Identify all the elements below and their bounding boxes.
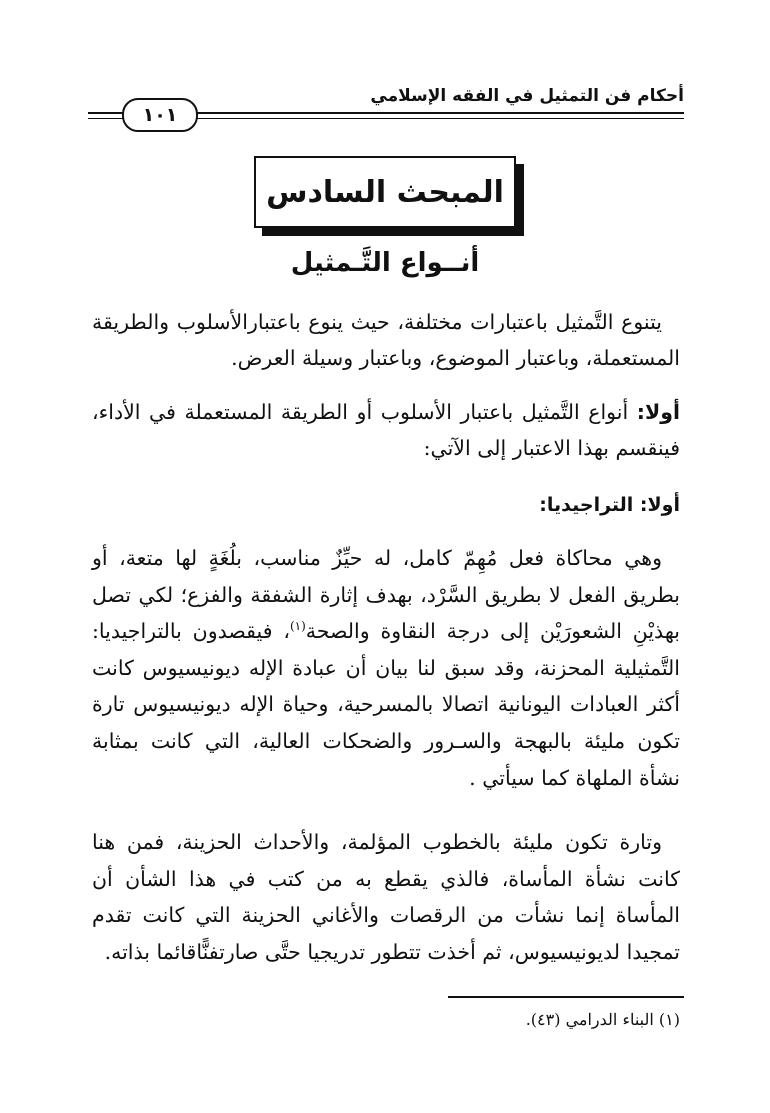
page-number: ١٠١ bbox=[122, 98, 198, 132]
section-heading-box bbox=[254, 156, 516, 228]
section-heading-frame bbox=[254, 156, 516, 228]
intro-text: يتنوع التَّمثيل باعتبارات مختلفة، حيث ينوع باعتبارالأسلوب والطريقة المستعملة، وباعتبار الموضوع، وباعتبار وسيلة العرض. bbox=[92, 310, 680, 370]
tragedy-text-part1: وهي محاكاة فعل مُهِمّ كامل، له حيِّزٌ مناسب، بلُغَةٍ لها متعة، أو بطريق الفعل لا بطريق السَّرْد، بهدف إثارة الشفقة والفزع؛ لكي تصل بهذيْنِ الشعورَيْن إلى درجة النقاوة والصحة bbox=[92, 546, 680, 644]
section-subtitle: أنــواع التَّـمثيل bbox=[290, 248, 480, 278]
section-title: المبحث السادس bbox=[266, 174, 504, 210]
footnote-text: (١) البناء الدرامي (٤٣). bbox=[525, 1010, 680, 1029]
intro-paragraph bbox=[92, 304, 680, 376]
subsection-title-tragedy: أولا: التراجيديا: bbox=[539, 494, 680, 516]
first-type-paragraph bbox=[92, 394, 680, 466]
first-type-lead: أولا: bbox=[636, 400, 680, 424]
tragedy-text-part2: ، فيقصدون بالتراجيديا: التَّمثيلية المحزنة، وقد سبق لنا بيان أن عبادة الإله ديونيسيوس كانت أكثر العبادات اليونانية اتصالا بالمسرحية، وحياة الإله ديونيسيوس تارة تكون مليئة بالبهجة والسـرور والضحكات العالية، التي كانت بمثابة نشأة الملهاة كما سيأتي . bbox=[92, 619, 680, 790]
footnote-separator bbox=[448, 996, 684, 998]
first-type-text: أنواع التَّمثيل باعتبار الأسلوب أو الطريقة المستعملة في الأداء، فينقسم بهذا الاعتبار إلى الآتي: bbox=[92, 400, 680, 460]
footnote-reference[interactable]: (١) bbox=[289, 619, 306, 634]
running-title: أحكام فن التمثيل في الفقه الإسلامي bbox=[370, 86, 684, 106]
header-double-rule-left bbox=[88, 112, 126, 119]
tragedy-paragraph bbox=[92, 540, 680, 796]
origin-paragraph bbox=[92, 824, 680, 970]
origin-text: وتارة تكون مليئة بالخطوب المؤلمة، والأحداث الحزينة، فمن هنا كانت نشأة المأساة، فالذي يقطع به من كتب في هذا الشأن أن المأساة إنما نشأت من الرقصات والأغاني الحزينة التي كانت تقدم تمجيدا لديونيسيوس، ثم أخذت تتطور تدريجيا حتَّى صارتفنًّاقائما بذاته. bbox=[92, 830, 680, 964]
header-double-rule bbox=[118, 112, 684, 119]
